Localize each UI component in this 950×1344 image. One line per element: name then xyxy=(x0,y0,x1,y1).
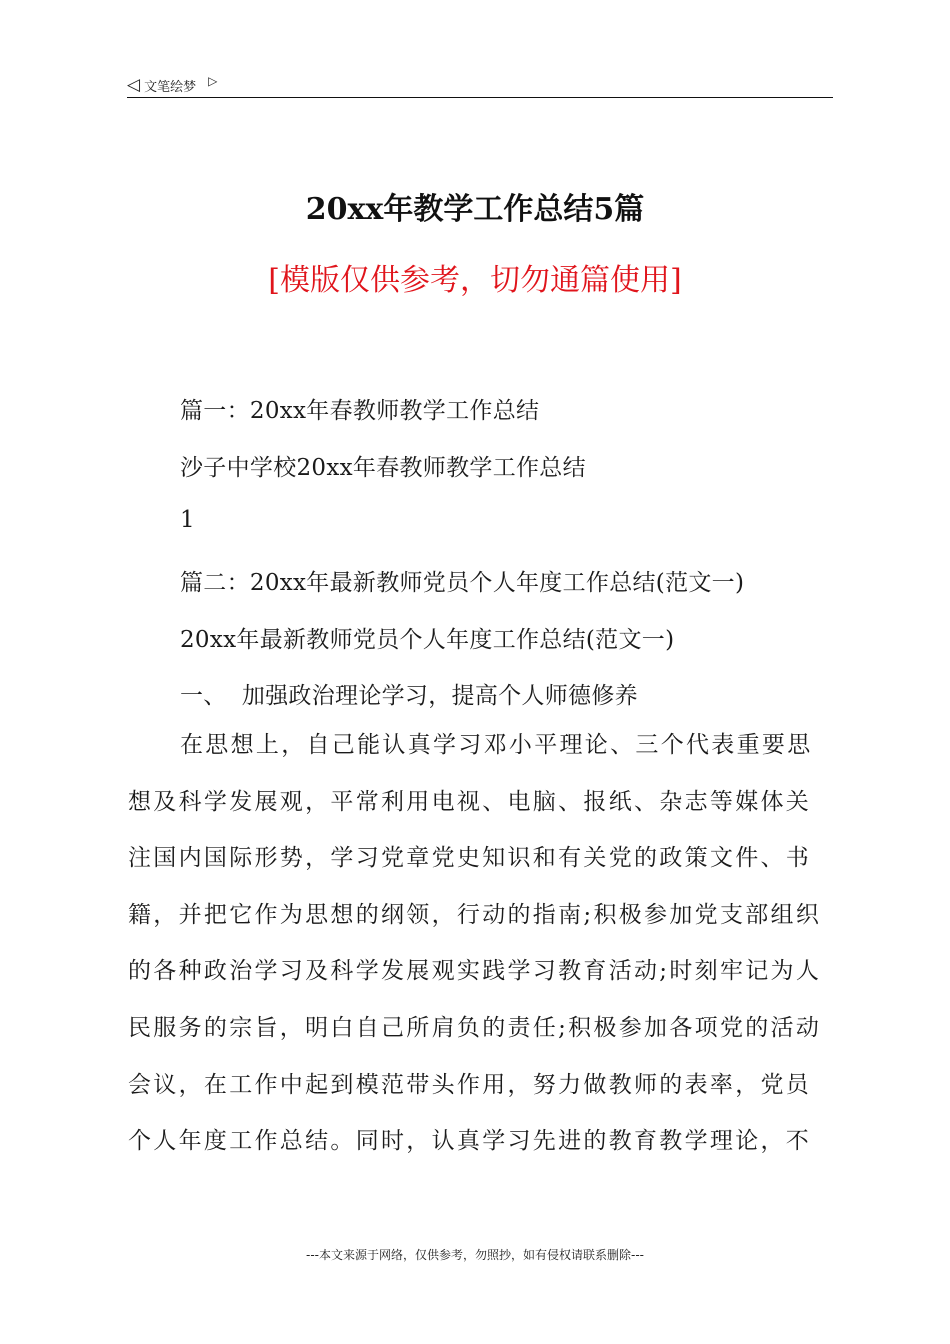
document-subtitle: [模版仅供参考，切勿通篇使用] xyxy=(268,263,682,298)
article-title-line: 20xx年最新教师党员个人年度工作总结(范文一) xyxy=(180,627,675,653)
document-title: 20xx年教学工作总结5篇 xyxy=(305,192,645,227)
page-header xyxy=(127,74,217,96)
header-divider xyxy=(127,97,833,98)
header-brand: 文笔绘梦 xyxy=(144,79,197,95)
school-title-line: 沙子中学校20xx年春教师教学工作总结 xyxy=(180,455,586,481)
triangle-left-icon: ◁ xyxy=(127,74,141,95)
page-footer: ---本文来源于网络，仅供参考，勿照抄，如有侵权请联系删除--- xyxy=(306,1248,644,1262)
page-number-line: 1 xyxy=(180,507,195,533)
subheading-line: 一、 加强政治理论学习，提高个人师德修养 xyxy=(180,683,638,709)
section-heading-1: 篇一：20xx年春教师教学工作总结 xyxy=(180,398,540,424)
section-heading-2: 篇二：20xx年最新教师党员个人年度工作总结(范文一) xyxy=(180,570,745,596)
triangle-right-icon: ▷ xyxy=(208,74,218,88)
body-paragraph: 在思想上，自己能认真学习邓小平理论、三个代表重要思想及科学发展观，平常利用电视、电脑、报纸、杂志等媒体关注国内国际形势，学习党章党史知识和有关党的政策文件、书籍，并把它作为思想的纲领，行动的指南;积极参加党支部组织的各种政治学习及科学发展观实践学习教育活动;时刻牢记为人民服务的宗旨，明白自己所肩负的责任;积极参加各项党的活动会议，在工作中起到模范带头作用，努力做教师的表率，党员个人年度工作总结。同时，认真学习先进的教育教学理论，不 xyxy=(128,732,822,1155)
